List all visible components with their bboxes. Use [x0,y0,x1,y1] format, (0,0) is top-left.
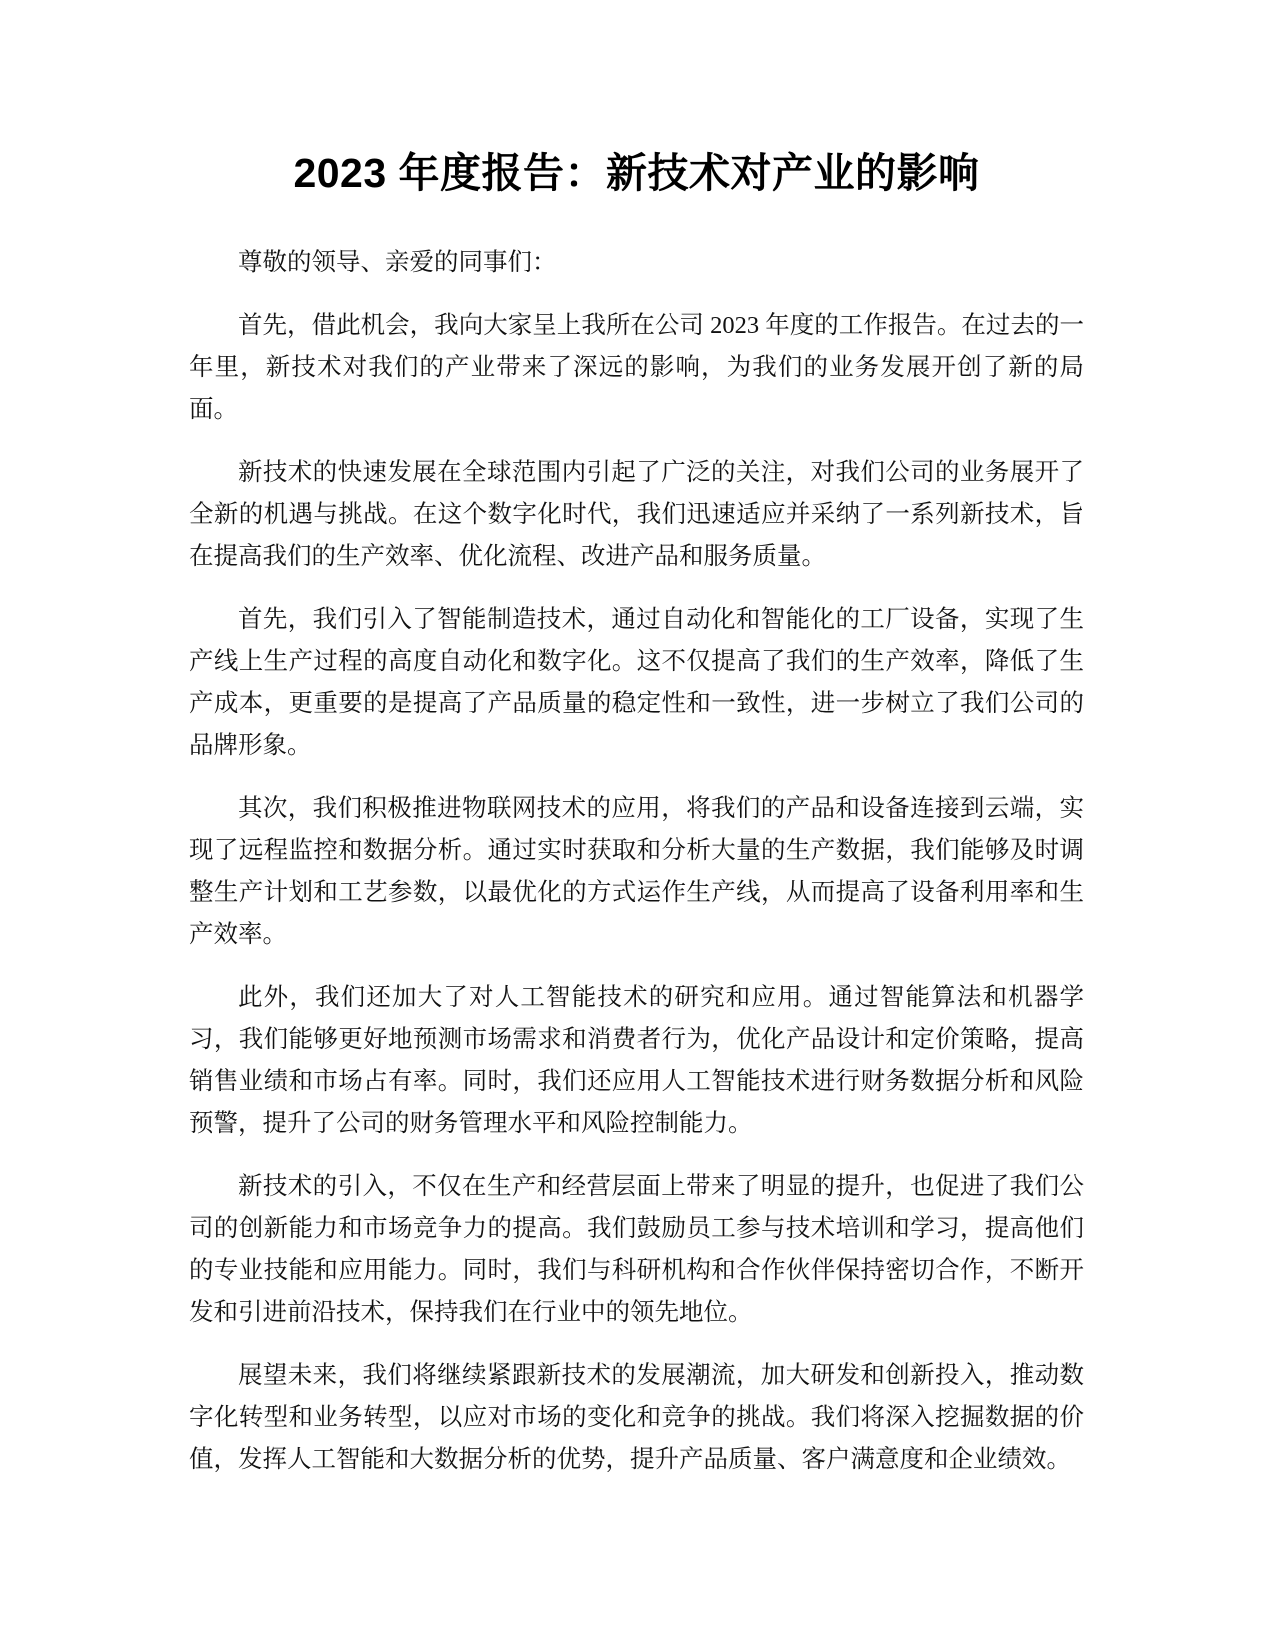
paragraph-artificial-intelligence: 此外，我们还加大了对人工智能技术的研究和应用。通过智能算法和机器学习，我们能够更好地预测市场需求和消费者行为，优化产品设计和定价策略，提高销售业绩和市场占有率。同时，我们还应用人工智能技术进行财务数据分析和风险预警，提升了公司的财务管理水平和风险控制能力。 [189,984,1084,1137]
paragraph-iot: 其次，我们积极推进物联网技术的应用，将我们的产品和设备连接到云端，实现了远程监控和数据分析。通过实时获取和分析大量的生产数据，我们能够及时调整生产计划和工艺参数，以最优化的方式运作生产线，从而提高了设备利用率和生产效率。 [189,795,1084,948]
paragraph-smart-manufacturing: 首先，我们引入了智能制造技术，通过自动化和智能化的工厂设备，实现了生产线上生产过程的高度自动化和数字化。这不仅提高了我们的生产效率，降低了生产成本，更重要的是提高了产品质量的稳定性和一致性，进一步树立了我们公司的品牌形象。 [189,606,1084,759]
paragraph-new-technology-overview: 新技术的快速发展在全球范围内引起了广泛的关注，对我们公司的业务展开了全新的机遇与挑战。在这个数字化时代，我们迅速适应并采纳了一系列新技术，旨在提高我们的生产效率、优化流程、改进产品和服务质量。 [189,459,1084,570]
paragraph-salutation: 尊敬的领导、亲爱的同事们： [238,249,557,276]
document-body [189,242,1084,1481]
paragraph-innovation: 新技术的引入，不仅在生产和经营层面上带来了明显的提升，也促进了我们公司的创新能力和市场竞争力的提高。我们鼓励员工参与技术培训和学习，提高他们的专业技能和应用能力。同时，我们与科研机构和合作伙伴保持密切合作，不断开发和引进前沿技术，保持我们在行业中的领先地位。 [189,1173,1084,1326]
paragraph-introduction: 首先，借此机会，我向大家呈上我所在公司 2023 年度的工作报告。在过去的一年里，新技术对我们的产业带来了深远的影响，为我们的业务发展开创了新的局面。 [189,312,1084,423]
paragraph-outlook: 展望未来，我们将继续紧跟新技术的发展潮流，加大研发和创新投入，推动数字化转型和业务转型，以应对市场的变化和竞争的挑战。我们将深入挖掘数据的价值，发挥人工智能和大数据分析的优势，提升产品质量、客户满意度和企业绩效。 [189,1362,1084,1473]
document-title: 2023 年度报告：新技术对产业的影响 [293,150,980,196]
